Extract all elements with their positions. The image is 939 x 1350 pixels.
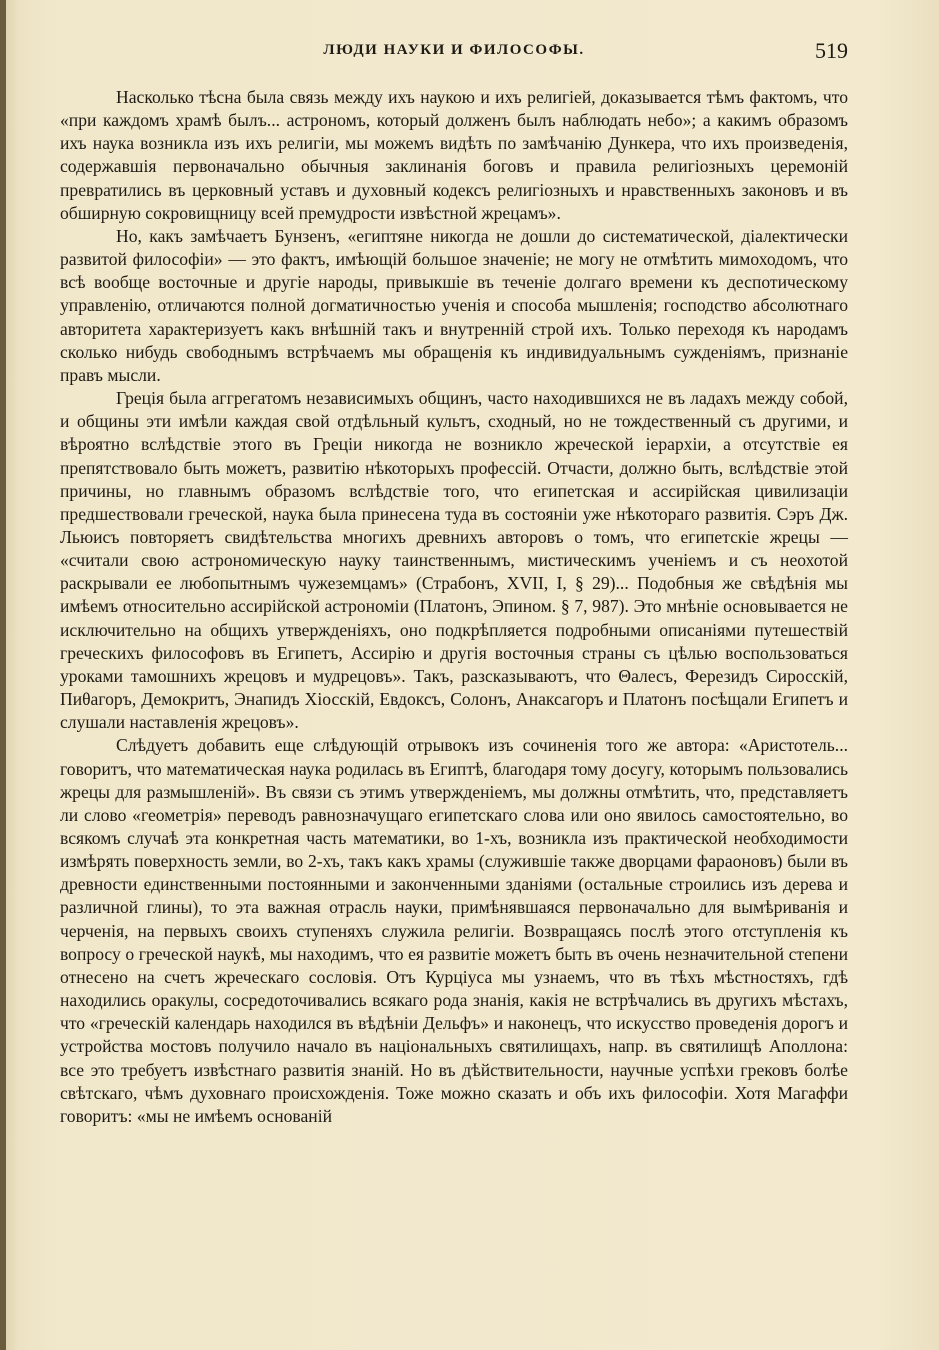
paragraph: Слѣдуетъ добавить еще слѣдующій отрывокъ изъ сочиненія того же автора: «Аристотель... говоритъ, что математическая наука родилась въ Египтѣ, благодаря тому досугу, которымъ пользовались жрецы для размышленій». Въ связи съ этимъ утвержденіемъ, мы должны отмѣтить, что, представляетъ ли слово «геометрія» переводъ равнозначущаго египетскаго слова или оно явилось самостоятельно, во всякомъ случаѣ эта конкретная часть математики, во 1-хъ, возникла изъ практической необходимости измѣрять поверхность земли, во 2-хъ, такъ какъ храмы (служившіе также дворцами фараоновъ) были въ древности единственными постоянными и законченными зданіями (остальные строились изъ дерева и различной глины), то эта важная отрасль науки, примѣнявшаяся первоначально для вымѣриванія и черченія, на первыхъ своихъ ступеняхъ служила религіи. Возвращаясь послѣ этого отступленія къ вопросу о греческой наукѣ, мы находимъ, что ея развитіе можетъ быть въ очень незначительной степени отнесено на счетъ жреческаго сословія. Отъ Курціуса мы узнаемъ, что въ тѣхъ мѣстностяхъ, гдѣ находились оракулы, сосредоточивались всякаго рода знанія, какія не встрѣчались въ другихъ мѣстахъ, что «греческій календарь находился въ вѣдѣніи Дельфъ» и наконецъ, что искусство проведенія дорогъ и устройства мостовъ получило начало въ національныхъ святилищахъ, напр. въ святилищѣ Аполлона: все это требуетъ извѣстнаго развитія знаній. Но въ дѣйствительности, научные успѣхи грековъ болѣе свѣтскаго, чѣмъ духовнаго происхожденія. Тоже можно сказать и объ ихъ философіи. Хотя Магаффи говоритъ: «мы не имѣемъ основаній — [60, 735, 848, 1126]
paragraph: Насколько тѣсна была связь между ихъ наукою и ихъ религіей, доказывается тѣмъ фактомъ, что «при каждомъ храмѣ былъ... астрономъ, который долженъ былъ наблюдать небо»; а какимъ образомъ ихъ наука возникла изъ ихъ религіи, мы можемъ видѣть по замѣчанію Дункера, что ихъ произведенія, содержавшія первоначально обычныя заклинанія боговъ и правила религіозныхъ церемоній превратились въ церковный уставъ и духовный кодексъ религіозныхъ и нравственныхъ законовъ и въ обширную сокровищницу всей премудрости извѣстной жрецамъ». — [60, 87, 848, 223]
page-binding-edge — [0, 0, 6, 1350]
paragraph: Греція была аггрегатомъ независимыхъ общинъ, часто находившихся не въ ладахъ между собой, и общины эти имѣли каждая свой отдѣльный культъ, сходный, но не тождественный съ другими, и вѣроятно вслѣдствіе этого въ Греціи никогда не возникло жреческой іерархіи, а отсутствіе ея препятствовало быть можетъ, развитію нѣкоторыхъ профессій. Отчасти, должно быть, вслѣдствіе этой причины, но главнымъ образомъ вслѣдствіе того, что египетская и ассирійская цивилизаціи предшествовали греческой, наука была принесена туда въ состояніи уже нѣкотораго развитія. Сэръ Дж. Льюисъ повторяетъ свидѣтельства многихъ древнихъ авторовъ о томъ, что египетскіе жрецы — «считали свою астрономическую науку таинственнымъ, мистическимъ ученіемъ и съ неохотой раскрывали ее любопытнымъ чужеземцамъ» (Страбонъ, XVII, I, § 29)... Подобныя же свѣдѣнія мы имѣемъ относительно ассирійской астрономіи (Платонъ, Эпином. § 7, 987). Это мнѣніе основывается не исключительно на общихъ утвержденіяхъ, оно подкрѣпляется подробными описаніями путешествій греческихъ философовъ въ Египетъ, Ассирію и другія восточныя страны съ цѣлью воспользоваться уроками тамошнихъ жрецовъ и мудрецовъ». Такъ, разсказываютъ, что Θалесъ, Ферезидъ Сиросскій, Пиθагоръ, Демокритъ, Энапидъ Хіосскій, Евдоксъ, Солонъ, Анаксагоръ и Платонъ посѣщали Египетъ и слушали наставленія жрецовъ». — [60, 388, 848, 733]
body-text — [60, 86, 848, 1128]
running-title: ЛЮДИ НАУКИ И ФИЛОСОФЫ. — [323, 42, 585, 58]
paragraph: Но, какъ замѣчаетъ Бунзенъ, «египтяне никогда не дошли до систематической, діалектически развитой философіи» — это фактъ, имѣющій большое значеніе; не могу не отмѣтить мимоходомъ, что всѣ вообще восточные и другіе народы, привыкшіе въ теченіе долгаго времени къ деспотическому управленію, отличаются полной догматичностью ученія и способа мышленія; господство абсолютнаго авторитета характеризуетъ какъ внѣшній такъ и внутренній строй ихъ. Только переходя къ народамъ сколько нибудь свободнымъ встрѣчаемъ мы обращенія къ индивидуальнымъ сужденіямъ, признаніе правъ мысли. — [60, 225, 848, 385]
page-number: 519 — [815, 38, 848, 63]
page-header — [60, 38, 848, 68]
